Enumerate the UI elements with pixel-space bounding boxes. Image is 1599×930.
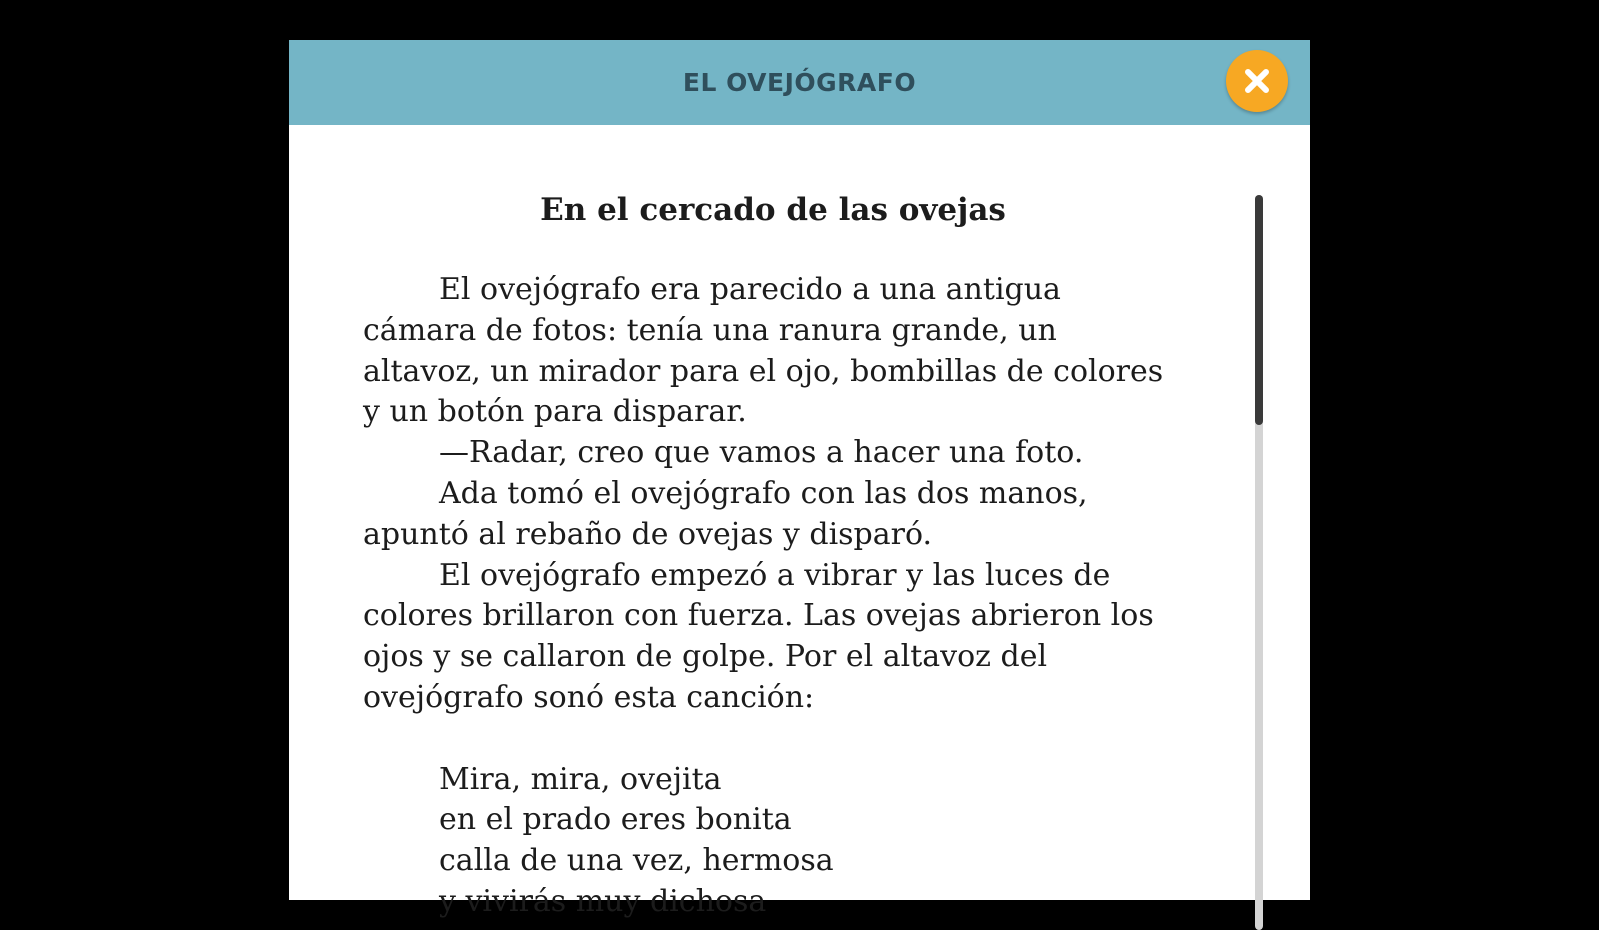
modal-title: EL OVEJÓGRAFO	[682, 68, 917, 97]
story-paragraph: Ada tomó el ovejógrafo con las dos manos, apuntó al rebaño de ovejas y disparó.	[363, 475, 1088, 552]
story-paragraph: El ovejógrafo empezó a vibrar y las luces de colores brillaron con fuerza. Las ovejas abrieron los ojos y se callaron de golpe. Por el altavoz del ovejógrafo sonó esta canción:	[363, 557, 1154, 715]
story-paragraph: El ovejógrafo era parecido a una antigua cámara de fotos: tenía una ranura grande, un altavoz, un mirador para el ojo, bombillas de colores y un botón para disparar.	[363, 272, 1164, 430]
poem-line: en el prado eres bonita	[439, 802, 792, 838]
poem-line: y vivirás muy dichosa	[439, 883, 767, 919]
poem-line: Mira, mira, ovejita	[439, 761, 722, 797]
close-button[interactable]	[1226, 50, 1288, 112]
poem-line: calla de una vez, hermosa	[439, 843, 834, 879]
scrollbar-thumb[interactable]	[1255, 195, 1263, 425]
close-icon	[1242, 66, 1272, 96]
story-content	[363, 190, 1183, 923]
story-title: En el cercado de las ovejas	[540, 192, 1006, 228]
modal-header	[289, 40, 1310, 125]
scrollbar-track[interactable]	[1255, 195, 1263, 930]
reader-modal	[289, 40, 1310, 919]
story-paragraph: —Radar, creo que vamos a hacer una foto.	[439, 435, 1084, 471]
